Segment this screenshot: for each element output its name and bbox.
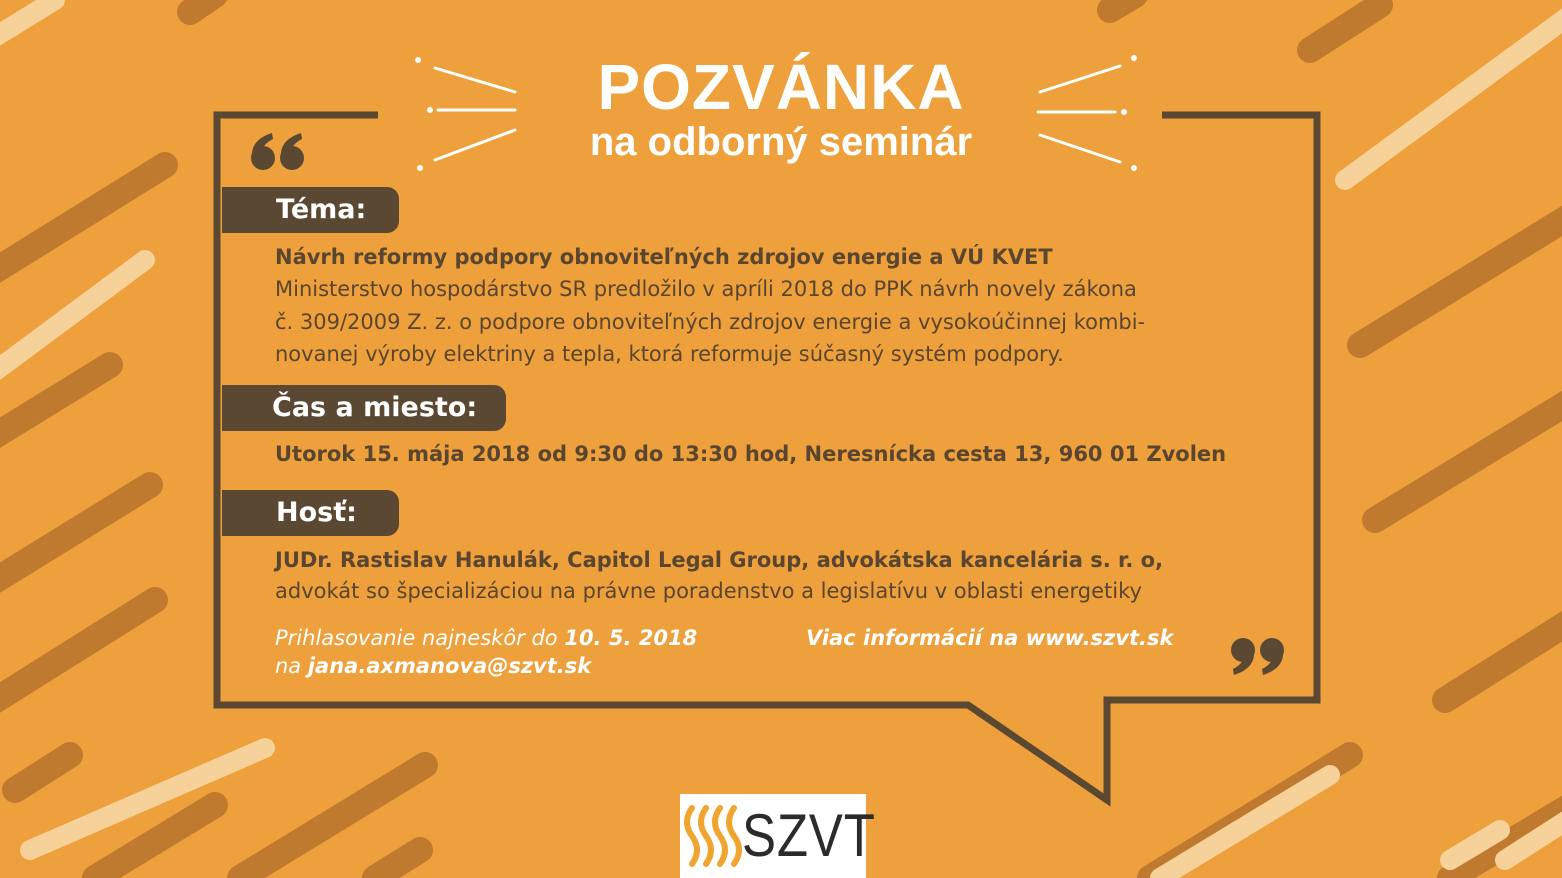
- logo-text: SZVT: [742, 802, 876, 869]
- registration-email: na jana.axmanova@szvt.sk: [275, 654, 592, 678]
- registration-deadline: Prihlasovanie najneskôr do 10. 5. 2018: [275, 626, 698, 650]
- time-place-value: Utorok 15. mája 2018 od 9:30 do 13:30 hod, Neresnícka cesta 13, 960 01 Zvolen: [275, 442, 1227, 466]
- guest-name: JUDr. Rastislav Hanulák, Capitol Legal Group, advokátska kancelária s. r. o,: [275, 548, 1164, 572]
- heat-waves-icon: [682, 794, 742, 878]
- time-place-label: Čas a miesto:: [222, 385, 506, 431]
- page-title: POZVÁNKA: [597, 51, 965, 123]
- topic-line-2: č. 309/2009 Z. z. o podpore obnoviteľných zdrojov energie a vysokoúčinnej kombi-: [275, 310, 1146, 334]
- topic-line-3: novanej výroby elektriny a tepla, ktorá reformuje súčasný systém podpory.: [275, 342, 1064, 366]
- topic-headline: Návrh reformy podpory obnoviteľných zdrojov energie a VÚ KVET: [275, 245, 1053, 269]
- close-quote-icon: [1231, 638, 1284, 675]
- email-link[interactable]: jana.axmanova@szvt.sk: [307, 654, 592, 678]
- guest-description: advokát so špecializáciou na právne poradenstvo a legislatívu v oblasti energetiky: [275, 579, 1142, 603]
- szvt-logo: [680, 794, 876, 878]
- more-info-link[interactable]: Viac informácií na www.szvt.sk: [806, 626, 1174, 650]
- page-subtitle: na odborný seminár: [589, 120, 973, 164]
- topic-label: Téma:: [222, 187, 399, 233]
- topic-line-1: Ministerstvo hospodárstvo SR predložilo v apríli 2018 do PPK návrh novely zákona: [275, 277, 1137, 301]
- guest-label: Hosť:: [222, 490, 399, 536]
